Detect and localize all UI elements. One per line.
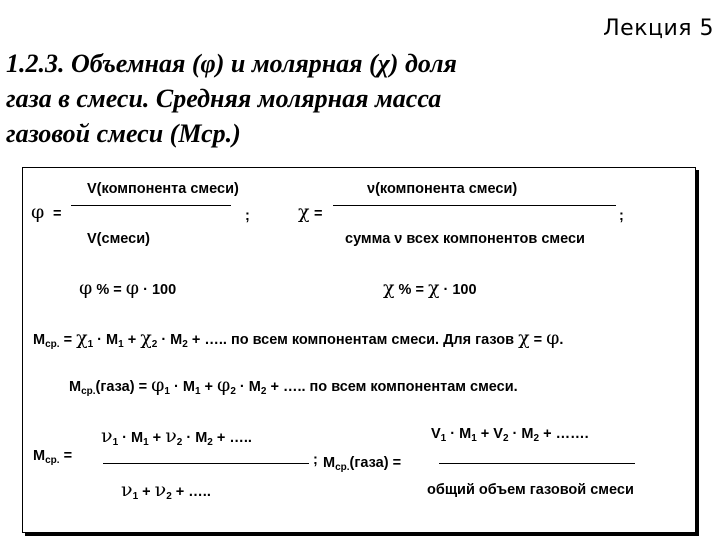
ellipsis: + ……. [539, 426, 589, 442]
gas-label: (газа) = [95, 379, 152, 395]
equals: = [59, 448, 73, 464]
index-1: 1 [440, 433, 447, 444]
phi-semicolon: ; [245, 208, 250, 224]
index-1: 1 [112, 437, 119, 448]
times-m: · M [446, 426, 472, 442]
title-line-2: газа в смеси. Средняя молярная масса [6, 84, 442, 113]
molar-numerator [101, 426, 252, 451]
percent-equals: % = [92, 282, 126, 298]
chi-symbol: χ [427, 277, 440, 299]
gas-mean-molar-mass-formula [69, 375, 518, 400]
nu-symbol: ν [121, 479, 133, 501]
phi-symbol: φ [546, 327, 560, 349]
title-line-1: 1.2.3. Объемная (φ) и молярная (χ) доля [6, 49, 457, 78]
times-m: · M [508, 426, 534, 442]
times-m: · M [157, 332, 183, 348]
phi-symbol: φ [79, 277, 93, 299]
chi-symbol: χ [298, 201, 310, 223]
volume-numerator [431, 426, 589, 447]
index-2: 2 [151, 339, 158, 350]
period: . [559, 332, 564, 348]
index-1: 1 [87, 339, 94, 350]
times-m: · M [93, 332, 119, 348]
mean-molar-mass-formula [33, 328, 563, 353]
times-100: · 100 [439, 282, 477, 298]
index-1: 1 [194, 386, 201, 397]
m-symbol: M [69, 379, 82, 395]
index-2: 2 [166, 491, 172, 502]
phi-fraction-bar [71, 205, 231, 206]
section-title [6, 46, 606, 151]
formula-tail: + ….. по всем компонентам смеси. [266, 379, 518, 395]
chi-numerator: ν(компонента смеси) [367, 181, 518, 197]
molar-denominator [121, 480, 211, 505]
volume-denominator: общий объем газовой смеси [427, 482, 634, 498]
m-subscript: ср. [45, 455, 60, 466]
index-2: 2 [533, 433, 540, 444]
index-1: 1 [118, 339, 124, 350]
chi-semicolon: ; [619, 208, 624, 224]
plus: + [123, 332, 141, 348]
formula-tail: + ….. по всем компонентам смеси. Для газов [187, 332, 519, 348]
gas-label: (газа) = [349, 455, 402, 471]
chi-percent-formula [383, 278, 477, 298]
nu-symbol: ν [165, 425, 177, 447]
percent-equals: % = [394, 282, 428, 298]
index-2: 2 [502, 433, 509, 444]
ellipsis: + ….. [212, 430, 252, 446]
phi-symbol: φ [217, 374, 231, 396]
m-gas-left-side [323, 455, 401, 476]
ellipsis: + ….. [171, 484, 211, 500]
index-2: 2 [260, 386, 267, 397]
index-2: 2 [176, 437, 183, 448]
molar-semicolon: ; [313, 452, 318, 468]
phi-symbol: φ [151, 374, 165, 396]
nu-symbol: ν [154, 479, 167, 501]
m-left-side [33, 448, 72, 469]
m-symbol: M [323, 455, 336, 471]
index-1: 1 [132, 491, 139, 502]
title-line-3: газовой смеси (Мср.) [6, 119, 241, 148]
times-m: · M [169, 379, 195, 395]
plus-v: + V [476, 426, 503, 442]
m-subscript: ср. [335, 462, 350, 473]
times-m: · M [118, 430, 144, 446]
v-symbol: V [431, 426, 441, 442]
m-symbol: M [33, 332, 46, 348]
index-1: 1 [471, 433, 477, 444]
plus: + [148, 430, 166, 446]
index-1: 1 [164, 386, 170, 397]
phi-symbol: φ [31, 201, 45, 223]
plus: + [138, 484, 155, 500]
volume-fraction-bar [439, 463, 635, 464]
equals: = [529, 332, 547, 348]
index-2: 2 [230, 386, 236, 397]
chi-symbol: χ [383, 277, 395, 299]
equals: = [59, 332, 77, 348]
chi-denominator: сумма ν всех компонентов смеси [345, 231, 585, 247]
m-subscript: ср. [81, 386, 96, 397]
index-2: 2 [182, 339, 188, 350]
phi-numerator: V(компонента смеси) [87, 181, 239, 197]
chi-equals: = [314, 206, 323, 222]
lecture-number: Лекция 5 [603, 16, 714, 41]
phi-symbol: φ [125, 277, 140, 299]
nu-symbol: ν [101, 425, 113, 447]
chi-fraction-bar [333, 205, 616, 206]
phi-equals: = [53, 206, 62, 222]
chi-symbol: χ [76, 327, 88, 349]
phi-percent-formula [79, 278, 176, 298]
molar-fraction-bar [103, 463, 309, 464]
index-2: 2 [207, 437, 213, 448]
index-1: 1 [143, 437, 149, 448]
m-symbol: M [33, 448, 46, 464]
plus: + [200, 379, 218, 395]
times-m: · M [235, 379, 261, 395]
phi-denominator: V(смеси) [87, 231, 150, 247]
chi-symbol: χ [140, 327, 152, 349]
m-subscript: ср. [45, 339, 60, 350]
times-m: · M [182, 430, 208, 446]
formula-box [22, 167, 696, 533]
chi-symbol: χ [518, 327, 530, 349]
times-100: · 100 [139, 282, 177, 298]
